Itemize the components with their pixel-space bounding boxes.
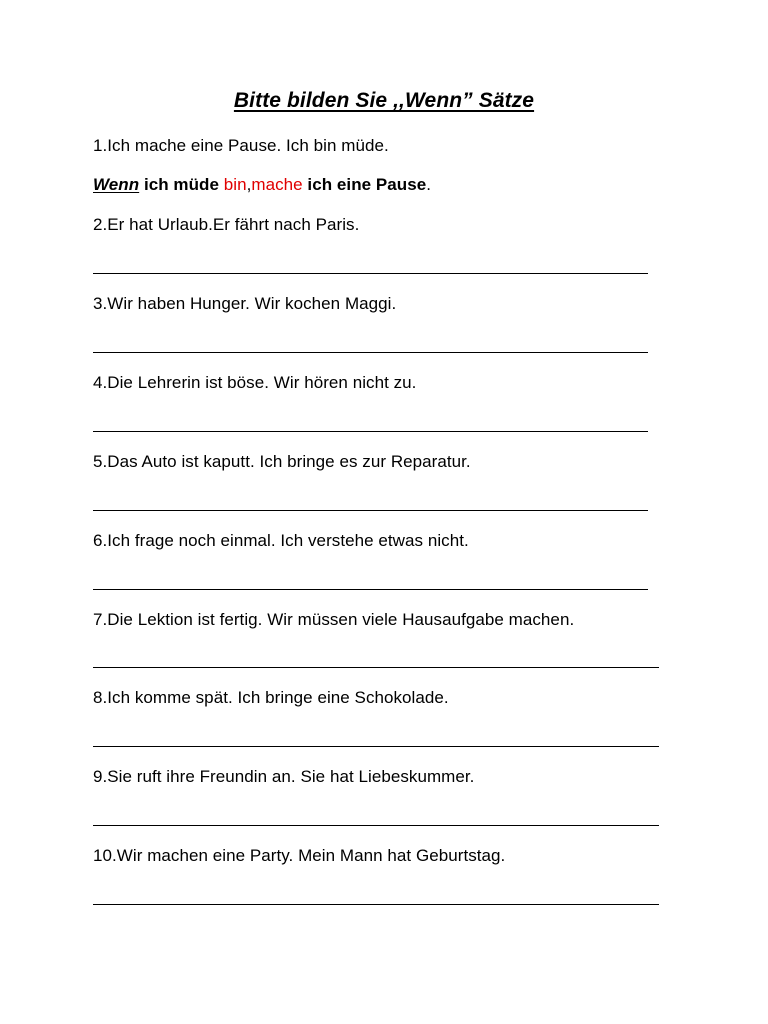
exercise-prompt-2: 2.Er hat Urlaub.Er fährt nach Paris. [93,215,360,234]
exercise-prompt-7: 7.Die Lektion ist fertig. Wir müssen viele Hausaufgabe machen. [93,610,575,629]
answer-line-5[interactable] [93,510,648,511]
exercise-prompt-3: 3.Wir haben Hunger. Wir kochen Maggi. [93,294,397,313]
answer-line-10[interactable] [93,904,659,905]
exercise-prompt-4: 4.Die Lehrerin ist böse. Wir hören nicht zu. [93,373,417,392]
exercise-prompt-8: 8.Ich komme spät. Ich bringe eine Schokolade. [93,688,449,707]
exercise-prompt-5: 5.Das Auto ist kaputt. Ich bringe es zur Reparatur. [93,452,471,471]
example-answer-period: . [426,175,432,194]
answer-line-3[interactable] [93,352,648,353]
example-answer-comma: , [246,175,252,194]
answer-line-8[interactable] [93,746,659,747]
worksheet-title: Bitte bilden Sie ,,Wenn” Sätze [233,89,535,112]
answer-line-2[interactable] [93,273,648,274]
exercise-prompt-10: 10.Wir machen eine Party. Mein Mann hat Geburtstag. [93,846,506,865]
answer-line-9[interactable] [93,825,659,826]
answer-line-4[interactable] [93,431,648,432]
example-answer-part1: ich müde [139,175,224,194]
example-answer-part2: ich eine Pause [302,175,427,194]
exercise-prompt-9: 9.Sie ruft ihre Freundin an. Sie hat Liebeskummer. [93,767,475,786]
exercise-prompt-6: 6.Ich frage noch einmal. Ich verstehe etwas nicht. [93,531,469,550]
answer-line-6[interactable] [93,589,648,590]
example-prompt: 1.Ich mache eine Pause. Ich bin müde. [93,136,389,155]
example-answer-verb-mache: mache [251,175,303,194]
example-answer-wenn: Wenn [93,175,140,194]
example-answer-verb-bin: bin [223,175,247,194]
example-answer [93,175,431,195]
answer-line-7[interactable] [93,667,659,668]
